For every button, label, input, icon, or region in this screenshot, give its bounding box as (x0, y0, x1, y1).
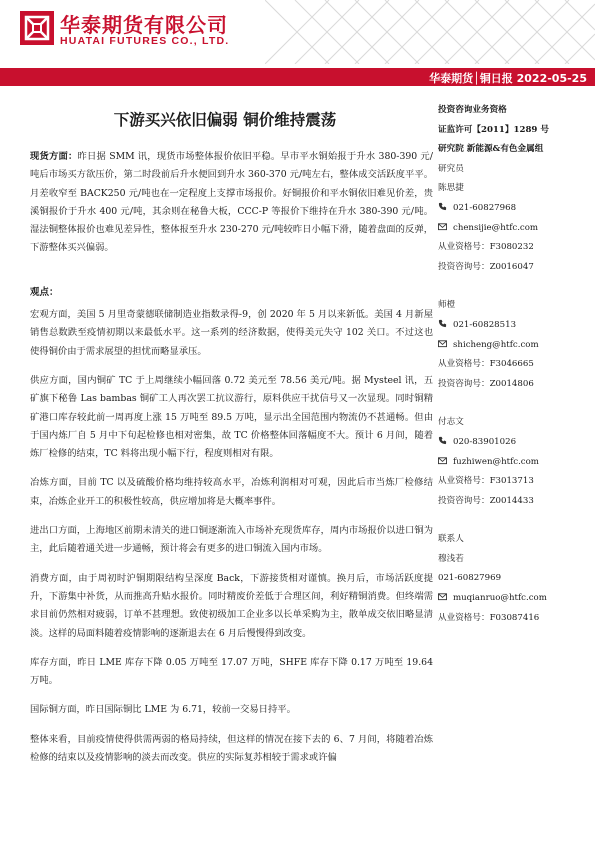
paragraph-smelting: 冶炼方面，目前 TC 以及硫酸价格均维持较高水平，冶炼利润相对可观，因此后市当炼厂检修结束，冶炼企业开工的积极性较高，供应增加将是大概率事件。 (30, 477, 433, 507)
paragraph-import-export: 进出口方面，上海地区前期未清关的进口铜逐渐流入市场补充现货库存，周内市场报价以进口铜为主，此后随着通关进一步通畅，预计将会有更多的进口铜流入国内市场。 (30, 525, 433, 555)
paragraph-macro: 宏观方面，美国 5 月里奇蒙德联储制造业指数录得-9，创 2020 年 5 月以来新低。美国 4 月新屋销售总数跌至疫情初期以来最低水平。这一系列的经济数据，使得美元失守 102 关口。不过这也使得铜价由于需求展望的担忧而略显承压。 (30, 309, 433, 357)
analyst-email-address[interactable]: shicheng@htfc.com (453, 339, 539, 350)
analyst-phone-number: 020-83901026 (453, 436, 517, 447)
phone-icon (438, 202, 447, 211)
analyst-phone (438, 433, 588, 453)
analyst-phone-number: 021-60827968 (453, 202, 517, 213)
report-date-label: 华泰期货│铜日报 2022-05-25 (429, 72, 587, 85)
license-title: 投资咨询业务资格 (438, 105, 507, 115)
report-date-bar (0, 68, 595, 86)
analyst-email[interactable] (438, 336, 588, 356)
paragraph-international: 国际铜方面，昨日国际铜比 LME 为 6.71，较前一交易日持平。 (30, 704, 296, 716)
company-name-cn: 华泰期货有限公司 (60, 13, 228, 37)
analyst-consult-number: 投资咨询号：Z0014433 (438, 495, 534, 506)
paragraph-supply: 供应方面，国内铜矿 TC 于上周继续小幅回落 0.72 美元至 78.56 美元/吨。据 Mysteel 讯，五矿旗下秘鲁 Las bambas 铜矿工人再次罢工抗议游行，原料供应干扰信号又一次显现。同时铜精矿港口库存较此前一周再度上涨 15 万吨至 89.5 万吨，显示出全国范围内物流仍不甚通畅。但由于国内炼厂自 5 月中下旬起检修也相对密集，故 TC 价格整体回落幅度不大。预计 6 月间，随着炼厂检修的结束，TC 料将出现小幅下行，程度则相对有限。 (30, 374, 433, 460)
page-header (0, 0, 595, 68)
report-body (30, 148, 433, 778)
analyst-phone-number: 021-60828513 (453, 319, 517, 330)
mail-icon (438, 456, 447, 465)
contact-email[interactable] (438, 589, 588, 609)
paragraph-inventory: 库存方面，昨日 LME 库存下降 0.05 万吨至 17.07 万吨，SHFE 库存下降 0.17 万吨至 19.64 万吨。 (30, 656, 433, 687)
decorative-pattern-icon (265, 0, 595, 64)
license-number: 证监许可【2011】1289 号 (438, 124, 549, 135)
company-name-en: HUATAI FUTURES CO., LTD. (60, 35, 230, 47)
analyst-email[interactable] (438, 453, 588, 473)
mail-icon (438, 592, 447, 601)
contact-phone: 021-60827969 (438, 573, 502, 584)
phone-icon (438, 436, 447, 445)
analyst-name: 付志文 (438, 417, 464, 428)
company-logo-icon (20, 11, 54, 45)
analyst-name: 师橙 (438, 300, 456, 311)
spot-label: 现货方面： (30, 151, 78, 162)
mail-icon (438, 339, 447, 348)
contact-email-address[interactable]: muqianruo@htfc.com (453, 593, 547, 604)
phone-icon (438, 319, 447, 328)
department-name: 研究院 新能源&有色金属组 (438, 144, 544, 155)
spot-paragraph (30, 148, 433, 258)
spot-text: 昨日据 SMM 讯，现货市场整体报价依旧平稳。早市平水铜始报于升水 380-390 元/吨后市场买方欲压价，第二时段前后升水便回到升水 360-370 元/吨左右，整体成交活跃度平平。月差收窄至 BACK250 元/吨也在一定程度上支撑市场报价。好铜报价和平水铜依旧难见价差，贵溪铜报价于升水 400 元/吨，其余则在秘鲁大板，CCC-P 等报价下维持在升水 380-390 元/吨。湿法铜整体报价也难见差异性，整体报至升水 230-270 元/吨较昨日小幅下滑，随着盘面的反弹，下游整体买兴偏弱。 (30, 151, 433, 254)
analyst-phone (438, 316, 588, 336)
analyst-qualification: 从业资格号：F3013713 (438, 476, 534, 487)
report-title: 下游买兴依旧偏弱 铜价维持震荡 (113, 111, 337, 129)
analyst-consult-number: 投资咨询号：Z0014806 (438, 378, 534, 389)
analyst-phone (438, 199, 588, 219)
analyst-email-address[interactable]: chensijie@htfc.com (453, 222, 539, 233)
contact-role-label: 联系人 (438, 534, 464, 545)
analyst-consult-number: 投资咨询号：Z0016047 (438, 261, 534, 272)
researcher-role-label: 研究员 (438, 163, 464, 174)
analyst-sidebar (438, 101, 588, 628)
analyst-name: 陈思捷 (438, 183, 464, 194)
analyst-qualification: 从业资格号：F3046665 (438, 359, 534, 370)
analyst-qualification: 从业资格号：F3080232 (438, 242, 534, 253)
analyst-email[interactable] (438, 219, 588, 239)
paragraph-summary: 整体来看，目前疫情使得供需两弱的格局持续，但这样的情况在接下去的 6、7 月间，将随着冶炼检修的结束以及疫情影响的淡去而改变。供应的实际复苏相较于需求或许偏 (30, 733, 433, 764)
contact-name: 穆浅若 (438, 553, 464, 564)
viewpoint-heading: 观点： (30, 286, 59, 298)
paragraph-consumption: 消费方面，由于周初时沪铜期限结构呈深度 Back，下游接货相对谨慎。换月后，市场活跃度提升，下游集中补货，从而推高升贴水报价。同时精废价差低于合理区间，利好精铜消费。但终端需求目前仍然相对疲弱，订单不甚理想。致使初级加工企业多以长单采购为主，散单成交依旧略显清淡。这样的局面料随着疫情影响的逐渐退去在 6 月后慢慢得到改变。 (30, 572, 433, 639)
mail-icon (438, 222, 447, 231)
analyst-email-address[interactable]: fuzhiwen@htfc.com (453, 456, 539, 467)
contact-qualification: 从业资格号：F03087416 (438, 612, 540, 623)
